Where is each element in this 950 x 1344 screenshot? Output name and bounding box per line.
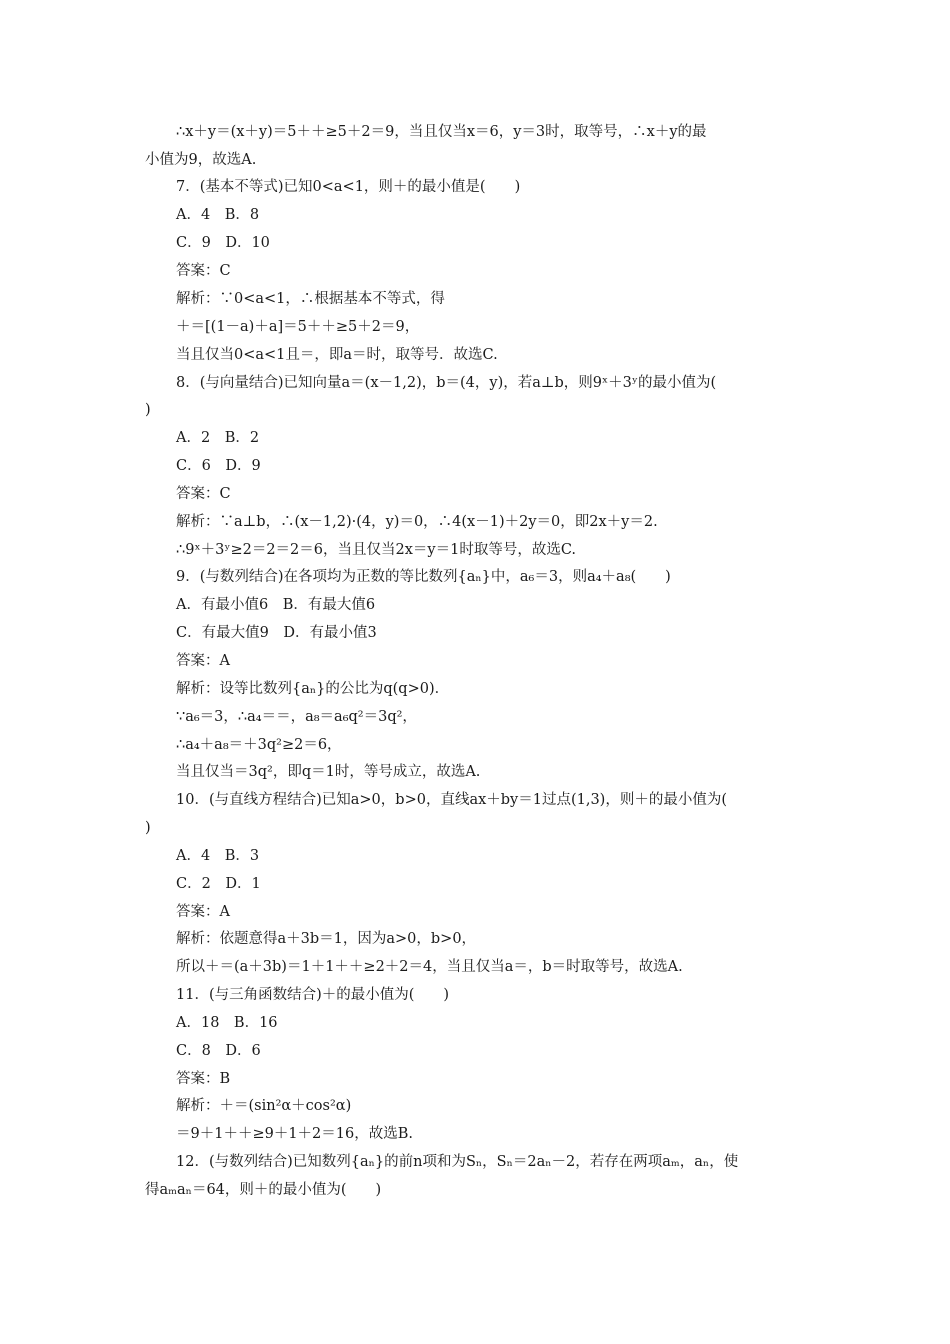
text-line: ) bbox=[145, 402, 151, 418]
options-line: A．18 B．16 bbox=[176, 1015, 278, 1031]
analysis-line: 解析：∵0<a<1，∴根据基本不等式，得 bbox=[176, 291, 445, 307]
text-line: 小值为9，故选A. bbox=[145, 152, 257, 168]
analysis-line: ∴9ˣ＋3ʸ≥2＝2＝2＝6，当且仅当2x＝y＝1时取等号，故选C. bbox=[176, 542, 577, 558]
analysis-line: 解析：∵a⊥b，∴(x－1,2)·(4，y)＝0，∴4(x－1)＋2y＝0，即2x＋y＝2. bbox=[176, 514, 658, 530]
answer-line: 答案：C bbox=[176, 263, 231, 279]
text-line: ∴x＋y＝(x＋y)＝5＋＋≥5＋2＝9，当且仅当x＝6，y＝3时，取等号，∴x＋y的最 bbox=[176, 124, 707, 140]
analysis-line: 当且仅当＝3q²，即q＝1时，等号成立，故选A. bbox=[176, 764, 481, 780]
answer-line: 答案：A bbox=[176, 653, 230, 669]
analysis-line: 解析：设等比数列{aₙ}的公比为q(q>0)． bbox=[176, 681, 450, 697]
answer-line: 答案：C bbox=[176, 486, 231, 502]
analysis-line: 解析：依题意得a＋3b＝1，因为a>0，b>0， bbox=[176, 931, 477, 947]
options-line: A．有最小值6 B．有最大值6 bbox=[176, 597, 376, 613]
options-line: C．6 D．9 bbox=[176, 458, 261, 474]
question-7-stem: 7．(基本不等式)已知0<a<1，则＋的最小值是( ) bbox=[176, 179, 521, 195]
question-8-stem: 8．(与向量结合)已知向量a＝(x－1,2)，b＝(4，y)，若a⊥b，则9ˣ＋3ʸ的最小值为( bbox=[176, 375, 717, 391]
options-line: C．9 D．10 bbox=[176, 235, 270, 251]
options-line: C．2 D．1 bbox=[176, 876, 261, 892]
options-line: A．4 B．3 bbox=[176, 848, 260, 864]
analysis-line: ＋＝[(1－a)＋a]＝5＋＋≥5＋2＝9， bbox=[176, 319, 420, 335]
text-line: 得aₘaₙ＝64，则＋的最小值为( ) bbox=[145, 1182, 382, 1198]
options-line: A．2 B．2 bbox=[176, 430, 260, 446]
options-line: C．8 D．6 bbox=[176, 1043, 261, 1059]
text-line: ) bbox=[145, 820, 151, 836]
question-10-stem: 10．(与直线方程结合)已知a>0，b>0，直线ax＋by＝1过点(1,3)，则＋的最小值为( bbox=[176, 792, 727, 808]
options-line: C．有最大值9 D．有最小值3 bbox=[176, 625, 377, 641]
question-9-stem: 9．(与数列结合)在各项均为正数的等比数列{aₙ}中，a₆＝3，则a₄＋a₈( ) bbox=[176, 569, 671, 585]
question-12-stem: 12．(与数列结合)已知数列{aₙ}的前n项和为Sₙ，Sₙ＝2aₙ－2，若存在两项aₘ，aₙ，使 bbox=[176, 1154, 739, 1170]
analysis-line: 所以＋＝(a＋3b)＝1＋1＋＋≥2＋2＝4，当且仅当a＝，b＝时取等号，故选A. bbox=[176, 959, 683, 975]
analysis-line: ∵a₆＝3，∴a₄＝＝，a₈＝a₆q²＝3q²， bbox=[176, 709, 417, 725]
question-11-stem: 11．(与三角函数结合)＋的最小值为( ) bbox=[176, 987, 450, 1003]
answer-line: 答案：B bbox=[176, 1071, 231, 1087]
analysis-line: 当且仅当0<a<1且＝，即a＝时，取等号．故选C. bbox=[176, 347, 498, 363]
options-line: A．4 B．8 bbox=[176, 207, 260, 223]
answer-line: 答案：A bbox=[176, 904, 230, 920]
analysis-line: ＝9＋1＋＋≥9＋1＋2＝16，故选B. bbox=[176, 1126, 413, 1142]
analysis-line: 解析：＋＝(sin²α＋cos²α) bbox=[176, 1098, 352, 1114]
analysis-line: ∴a₄＋a₈＝＋3q²≥2＝6， bbox=[176, 737, 342, 753]
